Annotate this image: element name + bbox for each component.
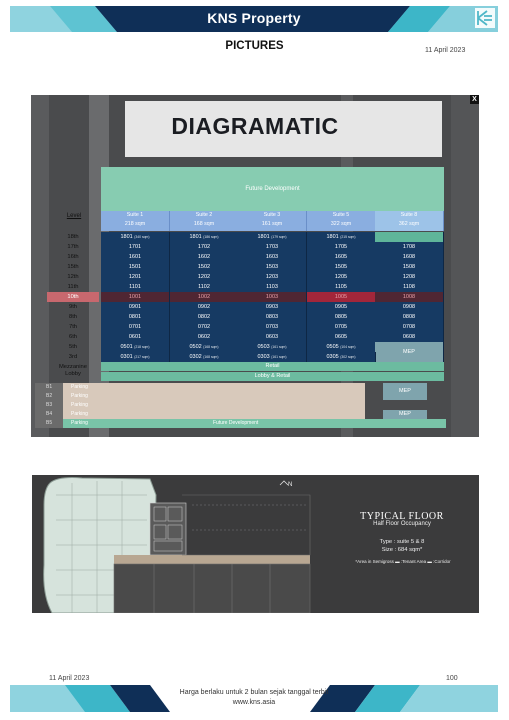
- unit-cell: [375, 232, 444, 242]
- footer-banner: [10, 685, 498, 712]
- parking-bar: [63, 410, 365, 419]
- unit-cell: 1702: [170, 242, 239, 252]
- unit-cell: [170, 342, 239, 352]
- unit-cell: 1501: [101, 262, 170, 272]
- mep-b1: MEP: [383, 383, 427, 400]
- unit-cell: 0705: [307, 322, 376, 332]
- unit-cell: 1505: [307, 262, 376, 272]
- suite-name: Suite 8: [400, 212, 418, 218]
- basement-row: [35, 401, 467, 410]
- unit-cell: 1701: [101, 242, 170, 252]
- page-title: PICTURES: [225, 40, 284, 52]
- unit-code: 0501: [120, 344, 135, 350]
- unit-cell: 0808: [375, 312, 444, 322]
- suite-header: [375, 211, 444, 231]
- unit-code: 1801: [120, 234, 135, 240]
- unit-area: (104 sqm): [340, 345, 356, 349]
- suite-name: Suite 3: [263, 212, 281, 218]
- unit-code: 0302: [189, 354, 204, 360]
- level-label: 11th: [67, 284, 79, 290]
- suite-name: Suite 1: [126, 212, 144, 218]
- unit-cell: 1605: [307, 252, 376, 262]
- parking-bar: [63, 419, 446, 428]
- floor-row: [47, 242, 444, 252]
- unit-code: 0301: [120, 354, 135, 360]
- level-label: 3rd: [68, 354, 78, 360]
- unit-cell: 0605: [307, 332, 376, 342]
- unit-cell: 0702: [170, 322, 239, 332]
- unit-area: (168 sqm): [203, 355, 219, 359]
- unit-cell: 0801: [101, 312, 170, 322]
- unit-cell: 1202: [170, 272, 239, 282]
- unit-code: 0505: [326, 344, 341, 350]
- close-button[interactable]: X: [470, 95, 479, 104]
- parking-label: Parking: [71, 384, 88, 390]
- level-label: 5th: [68, 344, 78, 350]
- unit-cell: 0708: [375, 322, 444, 332]
- floor-row: [47, 272, 444, 282]
- unit-cell: 1002: [170, 292, 239, 302]
- unit-cell: 1602: [170, 252, 239, 262]
- suite-size: Size : 684 sqm*: [381, 547, 423, 553]
- mep-b4: MEP: [383, 410, 427, 419]
- unit-cell: 1003: [238, 292, 307, 302]
- parking-bar: [63, 401, 365, 410]
- date-top: 11 April 2023: [425, 47, 466, 54]
- unit-cell: 0902: [170, 302, 239, 312]
- mezzanine-lobby-label: [47, 364, 99, 378]
- page-number: 100: [446, 675, 458, 682]
- suite-header: [170, 211, 239, 231]
- level-label: 9th: [68, 304, 78, 310]
- suite-name: Suite 5: [332, 212, 350, 218]
- unit-code: 1801: [326, 234, 341, 240]
- future-development-label: Future Development: [213, 420, 259, 426]
- floor-plan-title: TYPICAL FLOOR: [360, 511, 444, 522]
- unit-cell: 1508: [375, 262, 444, 272]
- unit-area: (218 sqm): [134, 345, 150, 349]
- unit-cell: 1103: [238, 282, 307, 292]
- suite-area: 161 sqm: [261, 221, 283, 227]
- unit-cell: [238, 232, 307, 242]
- unit-cell: 0803: [238, 312, 307, 322]
- unit-area: (340 sqm): [134, 235, 150, 239]
- level-label: 15th: [67, 264, 79, 270]
- unit-cell: [238, 342, 307, 352]
- unit-area: (302 sqm): [340, 355, 356, 359]
- kns-logo-icon: [475, 8, 495, 28]
- suite-name: Suite 2: [195, 212, 213, 218]
- floor-plan-legend: *Area in Semigross ▬ :Tenant Area ▬ :Corridor: [355, 559, 451, 564]
- floor-row: [47, 252, 444, 262]
- level-label: 6th: [68, 334, 78, 340]
- unit-cell: 0901: [101, 302, 170, 312]
- parking-bar: [63, 392, 365, 401]
- unit-cell: 1005: [307, 292, 376, 302]
- unit-area: (168 sqm): [203, 345, 219, 349]
- suite-area: 322 sqm: [330, 221, 352, 227]
- diagramatic-image: [31, 95, 479, 437]
- unit-code: 0305: [326, 354, 341, 360]
- unit-area: (161 sqm): [271, 355, 287, 359]
- unit-code: 1801: [189, 234, 204, 240]
- suite-header: [238, 211, 307, 231]
- mezzanine-label: Mezzanine: [58, 364, 88, 370]
- level-label: 12th: [67, 274, 79, 280]
- unit-cell: 1705: [307, 242, 376, 252]
- unit-area: (179 sqm): [271, 235, 287, 239]
- suite-area: 218 sqm: [124, 221, 146, 227]
- floor-plan-specs: [332, 538, 472, 554]
- north-indicator: N: [288, 482, 293, 488]
- typical-floor-plan-image: [32, 475, 479, 613]
- level-label: 8th: [68, 314, 78, 320]
- unit-cell: 1205: [307, 272, 376, 282]
- unit-cell: 1102: [170, 282, 239, 292]
- basement-level: B3: [35, 401, 63, 410]
- floor-row: [47, 232, 444, 242]
- unit-code: 1801: [257, 234, 272, 240]
- unit-area: (161 sqm): [271, 345, 287, 349]
- footer-website[interactable]: www.kns.asia: [232, 699, 276, 706]
- unit-cell: 1608: [375, 252, 444, 262]
- lobby-retail-bar: Lobby & Retail: [101, 372, 444, 381]
- unit-cell: 1201: [101, 272, 170, 282]
- basement-level: B5: [35, 419, 63, 428]
- unit-cell: MEP: [375, 342, 444, 362]
- unit-cell: [101, 232, 170, 242]
- basement-row: [35, 419, 467, 428]
- unit-cell: [170, 352, 239, 362]
- unit-cell: 0601: [101, 332, 170, 342]
- unit-cell: 0603: [238, 332, 307, 342]
- diagram-title: DIAGRAMATIC: [171, 113, 339, 139]
- level-label: 10th: [47, 292, 99, 302]
- suite-area: 168 sqm: [193, 221, 215, 227]
- unit-code: 0503: [257, 344, 272, 350]
- unit-cell: 0703: [238, 322, 307, 332]
- unit-cell: 0608: [375, 332, 444, 342]
- unit-code: 0502: [189, 344, 204, 350]
- unit-cell: 0905: [307, 302, 376, 312]
- parking-label: Parking: [71, 402, 88, 408]
- unit-cell: 0805: [307, 312, 376, 322]
- floor-row: [47, 332, 444, 342]
- level-label: 18th: [67, 234, 79, 240]
- unit-cell: 0602: [170, 332, 239, 342]
- level-label: 7th: [68, 324, 78, 330]
- parking-label: Parking: [71, 393, 88, 399]
- unit-cell: 1503: [238, 262, 307, 272]
- unit-cell: [170, 232, 239, 242]
- unit-cell: 0908: [375, 302, 444, 312]
- unit-cell: 1703: [238, 242, 307, 252]
- basement-level: B1: [35, 383, 63, 392]
- level-label: 17th: [67, 244, 79, 250]
- unit-code: 0303: [257, 354, 272, 360]
- unit-cell: 0701: [101, 322, 170, 332]
- lobby-label: Lobby: [65, 371, 81, 377]
- unit-cell: 1105: [307, 282, 376, 292]
- footer-text: [10, 688, 498, 708]
- unit-cell: 1601: [101, 252, 170, 262]
- unit-cell: 1502: [170, 262, 239, 272]
- parking-label: Parking: [71, 411, 88, 417]
- floor-row: [47, 282, 444, 292]
- floor-row: [47, 302, 444, 312]
- unit-cell: 1001: [101, 292, 170, 302]
- floor-row: [47, 312, 444, 322]
- parking-bar: [63, 383, 365, 392]
- floor-row: [47, 352, 444, 362]
- unit-cell: [307, 342, 376, 352]
- unit-area: (186 sqm): [203, 235, 219, 239]
- basement-level: B4: [35, 410, 63, 419]
- date-bottom: 11 April 2023: [49, 675, 90, 682]
- floor-row: [47, 292, 444, 302]
- unit-cell: 1203: [238, 272, 307, 282]
- suite-header: [101, 211, 170, 231]
- unit-cell: 1101: [101, 282, 170, 292]
- basement-level: B2: [35, 392, 63, 401]
- future-development-block: Future Development: [101, 167, 444, 211]
- unit-cell: 1208: [375, 272, 444, 282]
- footer-validity: Harga berlaku untuk 2 bulan sejak tanggal terbit: [179, 689, 329, 696]
- unit-cell: [307, 352, 376, 362]
- unit-cell: [307, 232, 376, 242]
- unit-cell: 0802: [170, 312, 239, 322]
- level-label: 16th: [67, 254, 79, 260]
- unit-area: (217 sqm): [134, 355, 150, 359]
- header-banner: [10, 6, 498, 32]
- unit-cell: [101, 352, 170, 362]
- suite-area: 362 sqm: [398, 221, 420, 227]
- parking-label: Parking: [71, 420, 88, 426]
- unit-cell: 1708: [375, 242, 444, 252]
- floor-row: [47, 322, 444, 332]
- suite-type: Type : suite 5 & 8: [379, 539, 425, 545]
- level-header: Level: [66, 213, 82, 219]
- unit-cell: [238, 352, 307, 362]
- unit-cell: 1603: [238, 252, 307, 262]
- floor-row: [47, 342, 444, 355]
- unit-cell: 1108: [375, 282, 444, 292]
- brand-name: KNS Property: [207, 10, 301, 26]
- floor-plan-subtitle: Half Floor Occupancy: [373, 521, 431, 527]
- unit-cell: 0903: [238, 302, 307, 312]
- unit-cell: [101, 342, 170, 352]
- suite-header: [307, 211, 376, 231]
- retail-bar: Retail: [101, 362, 444, 371]
- floor-row: [47, 262, 444, 272]
- unit-area: (215 sqm): [340, 235, 356, 239]
- unit-cell: 1008: [375, 292, 444, 302]
